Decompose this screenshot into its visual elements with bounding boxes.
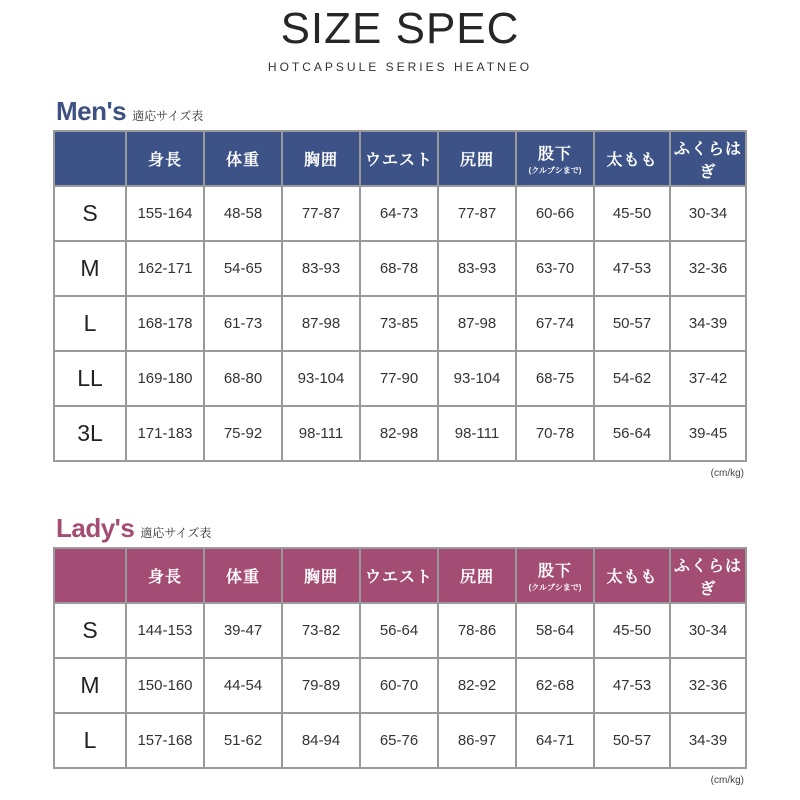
table-cell: 54-62: [594, 351, 670, 406]
table-cell: 171-183: [126, 406, 204, 461]
header-row: [54, 548, 746, 603]
table-cell: 63-70: [516, 241, 594, 296]
table-cell: 68-80: [204, 351, 282, 406]
column-header: [282, 131, 360, 186]
table-cell: 86-97: [438, 713, 516, 768]
table-cell: 30-34: [670, 603, 746, 658]
table-cell: 144-153: [126, 603, 204, 658]
size-label: M: [54, 658, 126, 713]
column-header-label: 太もも: [606, 569, 658, 586]
column-header-label: ウエスト: [364, 152, 433, 169]
mens-section-heading: [56, 96, 203, 127]
table-cell: 32-36: [670, 241, 746, 296]
inseam-note: (クルブシまで): [528, 166, 582, 175]
size-label: S: [54, 603, 126, 658]
table-cell: 155-164: [126, 186, 204, 241]
column-header: [54, 548, 126, 603]
page-title: SIZE SPEC: [280, 4, 520, 53]
table-cell: 79-89: [282, 658, 360, 713]
table-cell: 45-50: [594, 186, 670, 241]
column-header: [126, 131, 204, 186]
column-header-label: ウエスト: [364, 569, 433, 586]
table-cell: 34-39: [670, 296, 746, 351]
table-cell: 84-94: [282, 713, 360, 768]
table-cell: 47-53: [594, 658, 670, 713]
mens-label: Men's: [56, 96, 127, 126]
column-header: [126, 548, 204, 603]
column-header-label: 尻囲: [459, 152, 494, 169]
column-header-label: 身長: [147, 569, 182, 586]
table-cell: 64-71: [516, 713, 594, 768]
table-cell: 68-75: [516, 351, 594, 406]
table-cell: 47-53: [594, 241, 670, 296]
table-cell: 39-45: [670, 406, 746, 461]
column-header-label: ふくらはぎ: [673, 140, 742, 181]
table-cell: 78-86: [438, 603, 516, 658]
table-cell: 157-168: [126, 713, 204, 768]
table-cell: 65-76: [360, 713, 438, 768]
table-cell: 87-98: [282, 296, 360, 351]
table-cell: 32-36: [670, 658, 746, 713]
column-header-label: 身長: [147, 152, 182, 169]
inseam-note: (クルブシまで): [528, 583, 582, 592]
table-cell: 82-98: [360, 406, 438, 461]
table-cell: 56-64: [594, 406, 670, 461]
column-header: [438, 131, 516, 186]
table-cell: 162-171: [126, 241, 204, 296]
table-cell: 39-47: [204, 603, 282, 658]
column-header: [360, 131, 438, 186]
table-cell: 50-57: [594, 713, 670, 768]
column-header: [516, 131, 594, 186]
column-header: [670, 131, 746, 186]
ladys-size-table: [53, 547, 747, 769]
size-label: L: [54, 713, 126, 768]
table-cell: 98-111: [282, 406, 360, 461]
table-cell: 60-66: [516, 186, 594, 241]
column-header: [594, 131, 670, 186]
header-row: [54, 131, 746, 186]
table-row: [54, 406, 746, 461]
table-row: [54, 296, 746, 351]
column-header: [594, 548, 670, 603]
table-cell: 75-92: [204, 406, 282, 461]
size-label: LL: [54, 351, 126, 406]
column-header-label: 股下: [537, 146, 572, 163]
column-header-label: 体重: [225, 152, 260, 169]
ladys-section-heading: [56, 513, 211, 544]
column-header: [670, 548, 746, 603]
column-header: [360, 548, 438, 603]
table-cell: 168-178: [126, 296, 204, 351]
table-cell: 54-65: [204, 241, 282, 296]
table-cell: 37-42: [670, 351, 746, 406]
table-row: [54, 713, 746, 768]
column-header-label: 股下: [537, 563, 572, 580]
table-cell: 150-160: [126, 658, 204, 713]
table-cell: 34-39: [670, 713, 746, 768]
table-cell: 67-74: [516, 296, 594, 351]
table-cell: 44-54: [204, 658, 282, 713]
table-cell: 73-82: [282, 603, 360, 658]
table-cell: 48-58: [204, 186, 282, 241]
page-subtitle: HOTCAPSULE SERIES HEATNEO: [267, 60, 533, 74]
column-header: [438, 548, 516, 603]
table-cell: 68-78: [360, 241, 438, 296]
column-header: [282, 548, 360, 603]
column-header: [204, 131, 282, 186]
table-cell: 98-111: [438, 406, 516, 461]
table-row: [54, 186, 746, 241]
column-header-label: 尻囲: [459, 569, 494, 586]
table-cell: 70-78: [516, 406, 594, 461]
table-cell: 83-93: [438, 241, 516, 296]
column-header-label: 太もも: [606, 152, 658, 169]
table-cell: 30-34: [670, 186, 746, 241]
table-cell: 45-50: [594, 603, 670, 658]
table-cell: 61-73: [204, 296, 282, 351]
mens-sub-label: 適応サイズ表: [132, 109, 204, 123]
table-cell: 93-104: [438, 351, 516, 406]
mens-size-table: [53, 130, 747, 462]
column-header-label: 胸囲: [303, 152, 338, 169]
table-cell: 64-73: [360, 186, 438, 241]
size-label: M: [54, 241, 126, 296]
column-header-label: ふくらはぎ: [673, 557, 742, 598]
table-row: [54, 603, 746, 658]
table-cell: 77-87: [282, 186, 360, 241]
ladys-label: Lady's: [56, 513, 135, 543]
table-cell: 83-93: [282, 241, 360, 296]
size-label: L: [54, 296, 126, 351]
table-row: [54, 241, 746, 296]
mens-unit-note: (cm/kg): [710, 468, 744, 479]
table-cell: 73-85: [360, 296, 438, 351]
ladys-sub-label: 適応サイズ表: [140, 526, 212, 540]
column-header: [516, 548, 594, 603]
column-header-label: 体重: [225, 569, 260, 586]
table-cell: 62-68: [516, 658, 594, 713]
column-header: [204, 548, 282, 603]
table-cell: 51-62: [204, 713, 282, 768]
table-cell: 93-104: [282, 351, 360, 406]
table-cell: 87-98: [438, 296, 516, 351]
table-row: [54, 351, 746, 406]
table-cell: 60-70: [360, 658, 438, 713]
column-header-label: 胸囲: [303, 569, 338, 586]
table-cell: 169-180: [126, 351, 204, 406]
table-row: [54, 658, 746, 713]
size-label: 3L: [54, 406, 126, 461]
table-cell: 77-87: [438, 186, 516, 241]
table-cell: 56-64: [360, 603, 438, 658]
table-cell: 77-90: [360, 351, 438, 406]
size-label: S: [54, 186, 126, 241]
column-header: [54, 131, 126, 186]
ladys-unit-note: (cm/kg): [710, 775, 744, 786]
table-cell: 50-57: [594, 296, 670, 351]
table-cell: 82-92: [438, 658, 516, 713]
table-cell: 58-64: [516, 603, 594, 658]
